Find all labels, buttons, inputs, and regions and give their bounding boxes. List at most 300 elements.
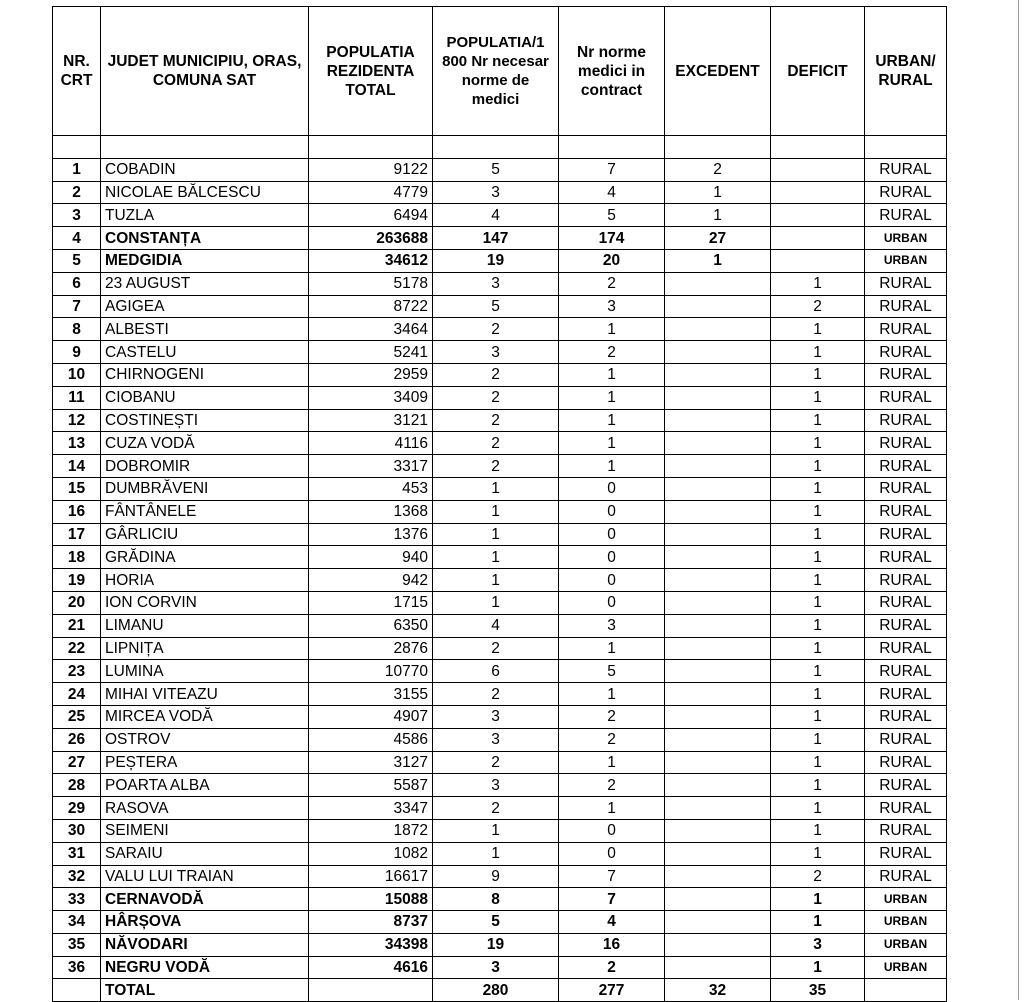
row-name: NEGRU VODĂ	[101, 956, 309, 979]
row-norme-necesar: 19	[433, 249, 559, 272]
row-population: 1376	[309, 523, 433, 546]
row-nr: 8	[53, 318, 101, 341]
row-population: 9122	[309, 158, 433, 181]
row-urban-rural: RURAL	[865, 728, 947, 751]
row-norme-contract: 16	[559, 933, 665, 956]
row-nr: 6	[53, 272, 101, 295]
row-urban-rural: RURAL	[865, 523, 947, 546]
row-deficit: 1	[771, 432, 865, 455]
row-norme-contract: 5	[559, 660, 665, 683]
table-row	[53, 683, 947, 706]
row-population: 6350	[309, 614, 433, 637]
row-excedent	[665, 956, 771, 979]
row-excedent	[665, 341, 771, 364]
row-nr: 12	[53, 409, 101, 432]
row-urban-rural: RURAL	[865, 318, 947, 341]
row-population: 942	[309, 569, 433, 592]
row-excedent	[665, 523, 771, 546]
total-necesar: 280	[433, 979, 559, 1002]
row-norme-necesar: 3	[433, 272, 559, 295]
header-deficit: DEFICIT	[771, 7, 865, 136]
row-norme-contract: 5	[559, 204, 665, 227]
row-population: 34612	[309, 249, 433, 272]
row-norme-contract: 0	[559, 477, 665, 500]
row-deficit	[771, 227, 865, 250]
row-nr: 21	[53, 614, 101, 637]
row-name: SARAIU	[101, 842, 309, 865]
row-excedent: 1	[665, 249, 771, 272]
row-excedent	[665, 819, 771, 842]
row-norme-contract: 2	[559, 956, 665, 979]
row-nr: 17	[53, 523, 101, 546]
total-deficit: 35	[771, 979, 865, 1002]
row-name: GÂRLICIU	[101, 523, 309, 546]
row-excedent: 1	[665, 181, 771, 204]
table-row	[53, 432, 947, 455]
row-name: MIRCEA VODĂ	[101, 705, 309, 728]
row-norme-contract: 2	[559, 705, 665, 728]
row-norme-necesar: 3	[433, 181, 559, 204]
table-row	[53, 181, 947, 204]
row-norme-necesar: 2	[433, 797, 559, 820]
row-norme-contract: 7	[559, 865, 665, 888]
row-norme-necesar: 3	[433, 341, 559, 364]
row-population: 3127	[309, 751, 433, 774]
row-population: 3121	[309, 409, 433, 432]
header-judet: JUDET MUNICIPIU, ORAS, COMUNA SAT	[101, 7, 309, 136]
row-urban-rural: URBAN	[865, 227, 947, 250]
row-urban-rural: RURAL	[865, 181, 947, 204]
row-norme-necesar: 1	[433, 546, 559, 569]
doctor-norms-table	[52, 6, 947, 1002]
table-row	[53, 272, 947, 295]
row-norme-necesar: 3	[433, 705, 559, 728]
row-name: CIOBANU	[101, 386, 309, 409]
row-name: CHIRNOGENI	[101, 363, 309, 386]
row-norme-necesar: 9	[433, 865, 559, 888]
row-norme-necesar: 1	[433, 500, 559, 523]
table-row	[53, 797, 947, 820]
row-urban-rural: URBAN	[865, 911, 947, 934]
row-urban-rural: URBAN	[865, 888, 947, 911]
table-row	[53, 318, 947, 341]
total-nr-cell	[53, 979, 101, 1002]
row-deficit: 1	[771, 318, 865, 341]
row-norme-necesar: 2	[433, 318, 559, 341]
row-name: OSTROV	[101, 728, 309, 751]
total-row	[53, 979, 947, 1002]
row-nr: 22	[53, 637, 101, 660]
row-population: 4779	[309, 181, 433, 204]
row-norme-necesar: 147	[433, 227, 559, 250]
table-row	[53, 569, 947, 592]
row-excedent	[665, 500, 771, 523]
table-row	[53, 455, 947, 478]
row-population: 10770	[309, 660, 433, 683]
table-row	[53, 546, 947, 569]
row-urban-rural: URBAN	[865, 956, 947, 979]
row-norme-necesar: 1	[433, 523, 559, 546]
row-name: ALBESTI	[101, 318, 309, 341]
row-excedent	[665, 774, 771, 797]
row-excedent	[665, 933, 771, 956]
row-norme-contract: 4	[559, 181, 665, 204]
row-deficit: 1	[771, 660, 865, 683]
row-deficit	[771, 204, 865, 227]
row-population: 4907	[309, 705, 433, 728]
row-nr: 23	[53, 660, 101, 683]
row-name: NICOLAE BĂLCESCU	[101, 181, 309, 204]
row-deficit: 1	[771, 637, 865, 660]
row-norme-necesar: 1	[433, 819, 559, 842]
row-population: 3409	[309, 386, 433, 409]
row-nr: 30	[53, 819, 101, 842]
row-norme-contract: 1	[559, 797, 665, 820]
row-name: VALU LUI TRAIAN	[101, 865, 309, 888]
row-population: 1715	[309, 591, 433, 614]
row-name: ION CORVIN	[101, 591, 309, 614]
row-urban-rural: RURAL	[865, 158, 947, 181]
row-nr: 9	[53, 341, 101, 364]
header-spacer-row	[53, 136, 947, 159]
row-population: 8737	[309, 911, 433, 934]
row-urban-rural: RURAL	[865, 386, 947, 409]
row-deficit: 1	[771, 477, 865, 500]
row-excedent	[665, 409, 771, 432]
table-row	[53, 158, 947, 181]
row-name: COBADIN	[101, 158, 309, 181]
row-norme-contract: 1	[559, 751, 665, 774]
table-row	[53, 249, 947, 272]
table-row	[53, 774, 947, 797]
row-nr: 27	[53, 751, 101, 774]
row-urban-rural: RURAL	[865, 546, 947, 569]
row-excedent	[665, 614, 771, 637]
row-name: CERNAVODĂ	[101, 888, 309, 911]
row-name: CASTELU	[101, 341, 309, 364]
row-name: CUZA VODĂ	[101, 432, 309, 455]
row-urban-rural: RURAL	[865, 569, 947, 592]
row-population: 1082	[309, 842, 433, 865]
row-norme-contract: 1	[559, 409, 665, 432]
row-norme-contract: 2	[559, 272, 665, 295]
row-norme-necesar: 2	[433, 363, 559, 386]
row-deficit: 2	[771, 865, 865, 888]
row-urban-rural: RURAL	[865, 432, 947, 455]
row-norme-necesar: 5	[433, 295, 559, 318]
row-norme-contract: 20	[559, 249, 665, 272]
row-name: FÂNTÂNELE	[101, 500, 309, 523]
row-norme-necesar: 4	[433, 204, 559, 227]
table-row	[53, 341, 947, 364]
table-row	[53, 614, 947, 637]
row-excedent	[665, 865, 771, 888]
row-deficit: 1	[771, 386, 865, 409]
row-norme-necesar: 2	[433, 432, 559, 455]
row-nr: 20	[53, 591, 101, 614]
row-urban-rural: RURAL	[865, 591, 947, 614]
row-nr: 32	[53, 865, 101, 888]
table-row	[53, 660, 947, 683]
row-population: 940	[309, 546, 433, 569]
row-norme-necesar: 3	[433, 728, 559, 751]
table-row	[53, 500, 947, 523]
row-excedent	[665, 705, 771, 728]
header-excedent: EXCEDENT	[665, 7, 771, 136]
row-urban-rural: RURAL	[865, 477, 947, 500]
table-row	[53, 705, 947, 728]
row-deficit: 1	[771, 751, 865, 774]
row-excedent	[665, 660, 771, 683]
header-nr-crt: NR. CRT	[53, 7, 101, 136]
table-row	[53, 728, 947, 751]
scan-edge-line	[1018, 0, 1019, 1000]
row-urban-rural: RURAL	[865, 295, 947, 318]
row-excedent	[665, 728, 771, 751]
row-name: LUMINA	[101, 660, 309, 683]
row-norme-contract: 2	[559, 774, 665, 797]
row-urban-rural: RURAL	[865, 500, 947, 523]
row-nr: 35	[53, 933, 101, 956]
row-norme-contract: 0	[559, 569, 665, 592]
table-row	[53, 911, 947, 934]
row-population: 6494	[309, 204, 433, 227]
row-name: COSTINEȘTI	[101, 409, 309, 432]
row-excedent: 1	[665, 204, 771, 227]
row-name: TUZLA	[101, 204, 309, 227]
row-population: 5178	[309, 272, 433, 295]
row-norme-necesar: 2	[433, 455, 559, 478]
row-name: 23 AUGUST	[101, 272, 309, 295]
row-norme-necesar: 4	[433, 614, 559, 637]
row-nr: 13	[53, 432, 101, 455]
row-urban-rural: RURAL	[865, 797, 947, 820]
total-contract: 277	[559, 979, 665, 1002]
row-deficit: 1	[771, 888, 865, 911]
row-norme-contract: 1	[559, 363, 665, 386]
row-excedent	[665, 591, 771, 614]
row-nr: 33	[53, 888, 101, 911]
row-nr: 19	[53, 569, 101, 592]
row-nr: 31	[53, 842, 101, 865]
row-excedent: 27	[665, 227, 771, 250]
table-row	[53, 888, 947, 911]
row-deficit: 1	[771, 683, 865, 706]
row-norme-contract: 1	[559, 683, 665, 706]
table-row	[53, 956, 947, 979]
row-nr: 24	[53, 683, 101, 706]
table-row	[53, 295, 947, 318]
row-deficit	[771, 158, 865, 181]
header-norme-contract: Nr norme medici in contract	[559, 7, 665, 136]
row-deficit: 1	[771, 819, 865, 842]
row-deficit: 1	[771, 455, 865, 478]
row-nr: 16	[53, 500, 101, 523]
row-norme-contract: 0	[559, 591, 665, 614]
row-name: HORIA	[101, 569, 309, 592]
row-norme-necesar: 1	[433, 569, 559, 592]
table-row	[53, 933, 947, 956]
row-urban-rural: RURAL	[865, 842, 947, 865]
row-excedent	[665, 546, 771, 569]
row-excedent	[665, 842, 771, 865]
row-name: GRĂDINA	[101, 546, 309, 569]
row-deficit: 3	[771, 933, 865, 956]
row-deficit: 1	[771, 911, 865, 934]
row-urban-rural: RURAL	[865, 409, 947, 432]
row-deficit: 1	[771, 409, 865, 432]
row-excedent	[665, 683, 771, 706]
row-name: AGIGEA	[101, 295, 309, 318]
row-deficit: 1	[771, 705, 865, 728]
row-urban-rural: RURAL	[865, 341, 947, 364]
row-excedent	[665, 477, 771, 500]
row-urban-rural: RURAL	[865, 865, 947, 888]
row-population: 2959	[309, 363, 433, 386]
row-urban-rural: RURAL	[865, 819, 947, 842]
total-label: TOTAL	[101, 979, 309, 1002]
row-excedent	[665, 569, 771, 592]
row-nr: 10	[53, 363, 101, 386]
row-norme-necesar: 1	[433, 842, 559, 865]
row-deficit: 1	[771, 523, 865, 546]
row-nr: 18	[53, 546, 101, 569]
row-urban-rural: RURAL	[865, 683, 947, 706]
row-norme-contract: 0	[559, 842, 665, 865]
table-row	[53, 204, 947, 227]
table-row	[53, 819, 947, 842]
row-urban-rural: RURAL	[865, 660, 947, 683]
header-populatia: POPULATIA REZIDENTA TOTAL	[309, 7, 433, 136]
row-name: LIPNIȚA	[101, 637, 309, 660]
total-type-cell	[865, 979, 947, 1002]
total-excedent: 32	[665, 979, 771, 1002]
row-population: 3464	[309, 318, 433, 341]
row-deficit: 1	[771, 614, 865, 637]
row-nr: 3	[53, 204, 101, 227]
row-urban-rural: RURAL	[865, 637, 947, 660]
row-deficit: 1	[771, 591, 865, 614]
table-row	[53, 363, 947, 386]
row-norme-necesar: 3	[433, 956, 559, 979]
row-population: 453	[309, 477, 433, 500]
row-norme-necesar: 5	[433, 911, 559, 934]
header-row	[53, 7, 947, 136]
table-row	[53, 842, 947, 865]
row-name: DUMBRĂVENI	[101, 477, 309, 500]
row-urban-rural: RURAL	[865, 614, 947, 637]
table-row	[53, 477, 947, 500]
row-name: CONSTANȚA	[101, 227, 309, 250]
row-norme-contract: 0	[559, 523, 665, 546]
row-nr: 2	[53, 181, 101, 204]
row-nr: 28	[53, 774, 101, 797]
row-nr: 26	[53, 728, 101, 751]
row-population: 3317	[309, 455, 433, 478]
row-population: 16617	[309, 865, 433, 888]
row-excedent	[665, 432, 771, 455]
row-norme-contract: 0	[559, 500, 665, 523]
row-excedent	[665, 272, 771, 295]
row-population: 8722	[309, 295, 433, 318]
row-population: 34398	[309, 933, 433, 956]
row-norme-necesar: 3	[433, 774, 559, 797]
table-row	[53, 386, 947, 409]
row-name: POARTA ALBA	[101, 774, 309, 797]
row-deficit	[771, 181, 865, 204]
row-nr: 1	[53, 158, 101, 181]
row-norme-contract: 0	[559, 819, 665, 842]
row-name: LIMANU	[101, 614, 309, 637]
row-norme-necesar: 1	[433, 591, 559, 614]
row-norme-necesar: 6	[433, 660, 559, 683]
row-norme-contract: 7	[559, 888, 665, 911]
row-name: RASOVA	[101, 797, 309, 820]
row-norme-contract: 1	[559, 318, 665, 341]
row-excedent	[665, 295, 771, 318]
row-population: 15088	[309, 888, 433, 911]
row-name: PEȘTERA	[101, 751, 309, 774]
row-population: 5587	[309, 774, 433, 797]
row-deficit: 1	[771, 797, 865, 820]
row-population: 3347	[309, 797, 433, 820]
row-deficit: 1	[771, 774, 865, 797]
row-norme-contract: 3	[559, 295, 665, 318]
row-excedent	[665, 455, 771, 478]
row-population: 5241	[309, 341, 433, 364]
row-norme-necesar: 19	[433, 933, 559, 956]
row-population: 4116	[309, 432, 433, 455]
row-norme-necesar: 2	[433, 386, 559, 409]
row-deficit: 1	[771, 569, 865, 592]
row-deficit: 1	[771, 546, 865, 569]
row-name: MEDGIDIA	[101, 249, 309, 272]
row-deficit: 1	[771, 272, 865, 295]
header-urban-rural: URBAN/ RURAL	[865, 7, 947, 136]
row-norme-contract: 0	[559, 546, 665, 569]
row-urban-rural: RURAL	[865, 705, 947, 728]
row-population: 1368	[309, 500, 433, 523]
row-urban-rural: RURAL	[865, 272, 947, 295]
row-urban-rural: URBAN	[865, 933, 947, 956]
row-urban-rural: RURAL	[865, 363, 947, 386]
row-deficit: 1	[771, 341, 865, 364]
row-population: 4586	[309, 728, 433, 751]
row-norme-contract: 1	[559, 455, 665, 478]
row-excedent: 2	[665, 158, 771, 181]
row-norme-contract: 4	[559, 911, 665, 934]
row-norme-contract: 7	[559, 158, 665, 181]
row-norme-contract: 2	[559, 341, 665, 364]
table-row	[53, 523, 947, 546]
header-norme-necesar: POPULATIA/1 800 Nr necesar norme de medici	[433, 7, 559, 136]
row-urban-rural: RURAL	[865, 751, 947, 774]
row-population: 1872	[309, 819, 433, 842]
row-nr: 34	[53, 911, 101, 934]
row-norme-necesar: 2	[433, 751, 559, 774]
row-urban-rural: RURAL	[865, 204, 947, 227]
table-row	[53, 865, 947, 888]
row-population: 3155	[309, 683, 433, 706]
row-nr: 36	[53, 956, 101, 979]
row-norme-necesar: 2	[433, 637, 559, 660]
row-norme-contract: 1	[559, 386, 665, 409]
row-norme-contract: 2	[559, 728, 665, 751]
row-deficit: 1	[771, 728, 865, 751]
table-row	[53, 591, 947, 614]
row-excedent	[665, 637, 771, 660]
table-body	[53, 158, 947, 979]
